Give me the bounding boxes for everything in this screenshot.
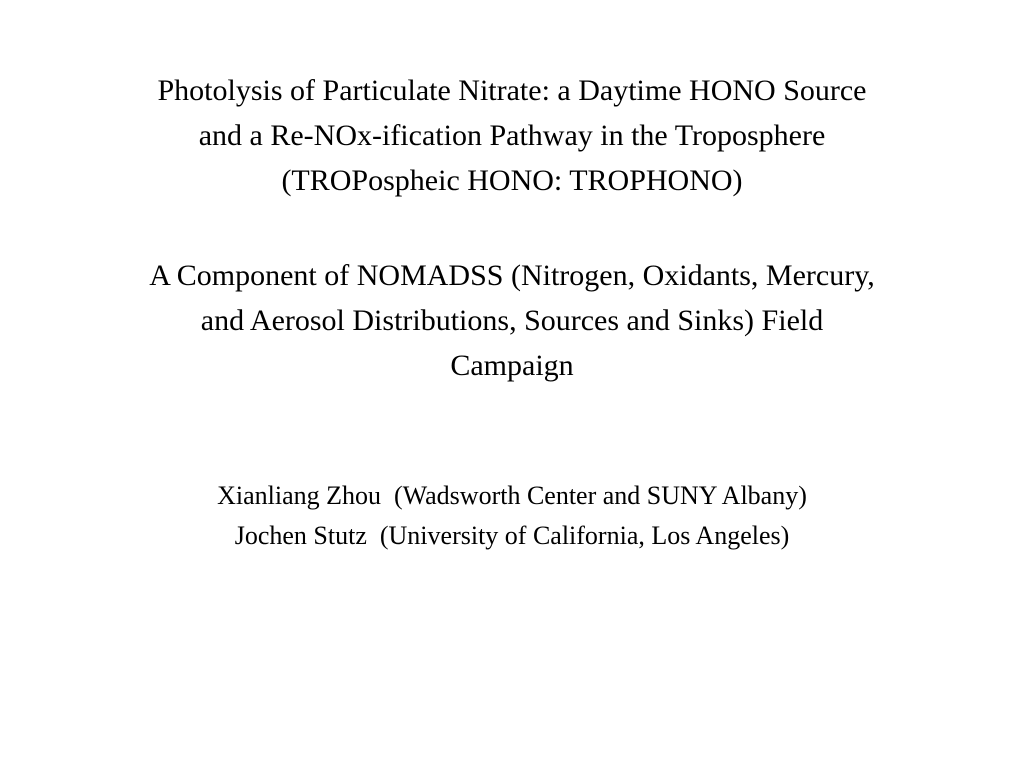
author-2: Jochen Stutz (University of California, Los Angeles) — [234, 521, 790, 550]
campaign-line-3: Campaign — [450, 349, 574, 382]
campaign-line-1: A Component of NOMADSS (Nitrogen, Oxidants, Mercury, — [149, 259, 875, 292]
title-line-3: (TROPospheic HONO: TROPHONO) — [281, 164, 743, 197]
authors-list — [0, 476, 1024, 556]
campaign-line-2: and Aerosol Distributions, Sources and Sinks) Field — [200, 304, 824, 337]
author-1: Xianliang Zhou (Wadsworth Center and SUNY Albany) — [217, 481, 807, 510]
campaign-description — [0, 253, 1024, 388]
slide-title — [0, 68, 1024, 203]
title-line-2: and a Re-NOx-ification Pathway in the Troposphere — [198, 119, 826, 152]
title-line-1: Photolysis of Particulate Nitrate: a Daytime HONO Source — [157, 74, 867, 107]
